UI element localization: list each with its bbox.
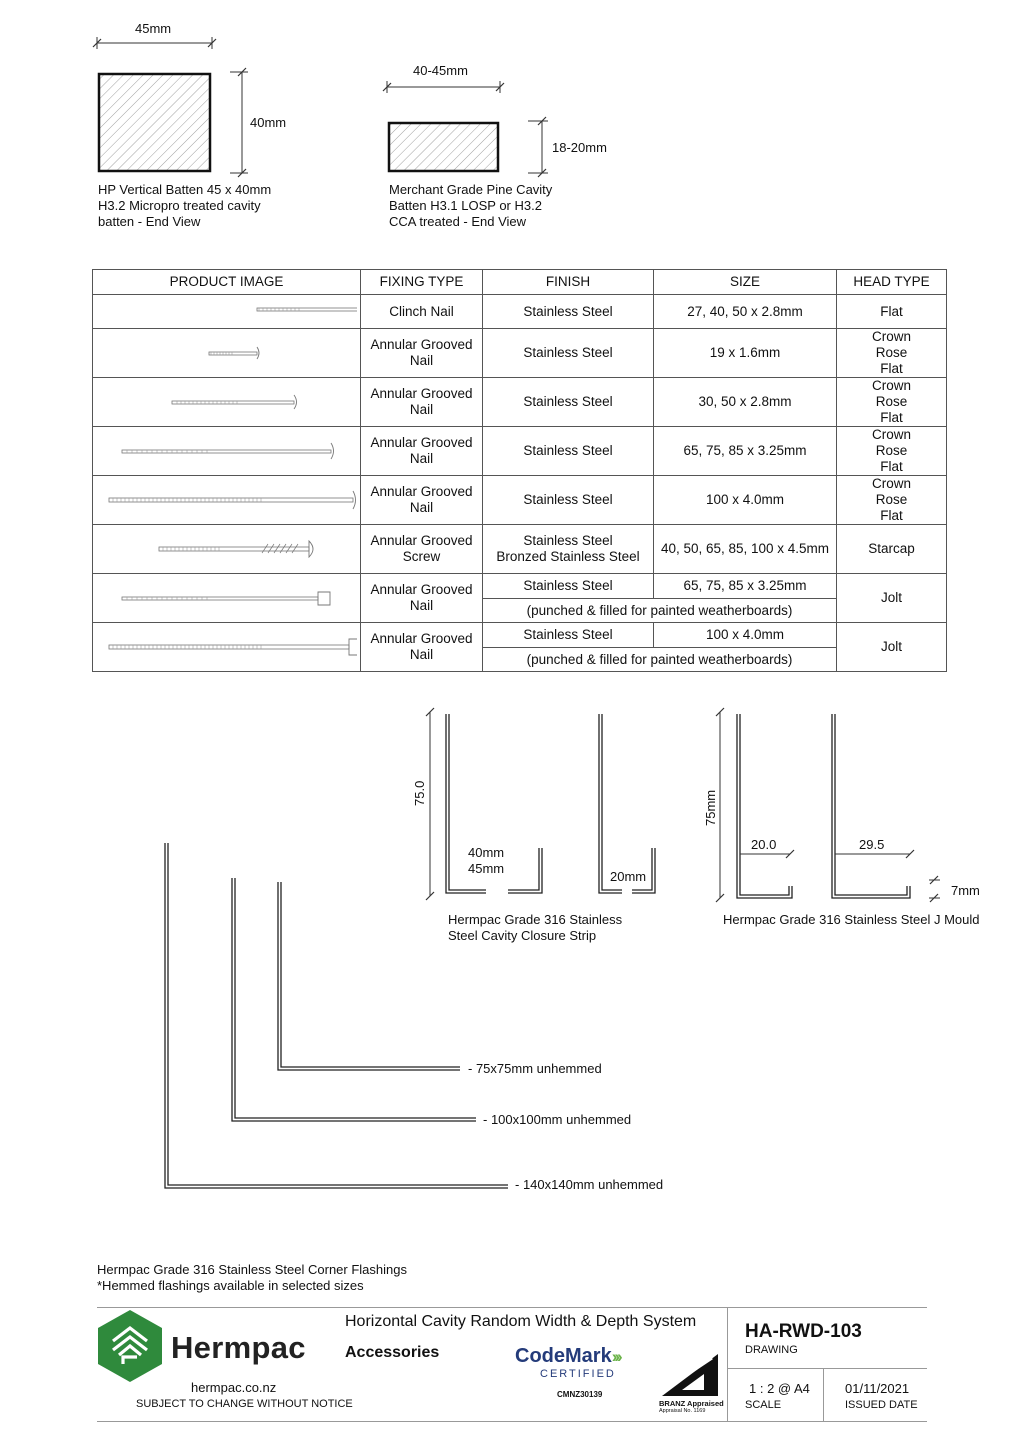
disclaimer: SUBJECT TO CHANGE WITHOUT NOTICE (136, 1398, 353, 1410)
nail-19mm-image (97, 338, 357, 368)
product-image (93, 295, 361, 329)
size: 100 x 4.0mm (654, 476, 837, 525)
table-row (93, 525, 947, 574)
finish: Stainless Steel (483, 574, 654, 599)
size: 27, 40, 50 x 2.8mm (654, 295, 837, 329)
finish: Stainless Steel (483, 476, 654, 525)
table-row (93, 378, 947, 427)
finish: Stainless Steel (483, 427, 654, 476)
jolt-nail-100mm-image (97, 632, 357, 662)
fixings-table (92, 269, 947, 672)
merchant-height-dim: 18-20mm (552, 140, 607, 155)
header-product-image: PRODUCT IMAGE (93, 270, 361, 295)
header-head-type: HEAD TYPE (837, 270, 947, 295)
system-title: Horizontal Cavity Random Width & Depth System (345, 1313, 697, 1330)
product-image (93, 329, 361, 378)
product-image (93, 378, 361, 427)
j-mould-caption: Hermpac Grade 316 Stainless Steel J Mould (723, 912, 980, 927)
nail-30mm-image (97, 387, 357, 417)
flashing-caption: Hermpac Grade 316 Stainless Steel Corner Flashings *Hemmed flashings available in selected sizes (97, 1262, 407, 1293)
website-link[interactable]: hermpac.co.nz (191, 1380, 277, 1395)
branz-number: Appraisal No. 1169 (659, 1408, 706, 1414)
drawing-label: DRAWING (745, 1344, 798, 1356)
product-image (93, 574, 361, 623)
scale-value: 1 : 2 @ A4 (749, 1381, 810, 1396)
drawing-number: HA-RWD-103 (745, 1321, 862, 1342)
finish: Stainless Steel (483, 378, 654, 427)
codemark-certified: CERTIFIED (540, 1368, 616, 1380)
head-type: Jolt (837, 574, 947, 623)
brand-name: Hermpac (171, 1330, 306, 1365)
table-row (93, 427, 947, 476)
fixing-type: Annular Grooved Nail (361, 329, 483, 378)
merchant-batten-caption: Merchant Grade Pine Cavity Batten H3.1 LOSP or H3.2 CCA treated - End View (389, 182, 553, 229)
product-image (93, 476, 361, 525)
j-mould-lip-dim: 7mm (951, 883, 980, 898)
table-row (93, 623, 947, 648)
branz-logo-icon (660, 1352, 720, 1398)
finish: Stainless Steel (483, 329, 654, 378)
closure-width-dims: 40mm 45mm (468, 845, 505, 876)
size: 19 x 1.6mm (654, 329, 837, 378)
size: 65, 75, 85 x 3.25mm (654, 427, 837, 476)
fixing-type: Annular Grooved Screw (361, 525, 483, 574)
fixing-type: Annular Grooved Nail (361, 623, 483, 672)
table-row (93, 329, 947, 378)
flashing-label-100: - 100x100mm unhemmed (483, 1112, 632, 1127)
head-type: Crown Rose Flat (837, 427, 947, 476)
product-image (93, 427, 361, 476)
merchant-batten-drawing (383, 81, 548, 177)
title-block-small-divider (823, 1368, 824, 1421)
title-block-divider (727, 1307, 728, 1421)
hermpac-logo-icon (97, 1309, 163, 1383)
closure-small-dim: 20mm (610, 869, 647, 884)
finish: Stainless Steel (483, 295, 654, 329)
hp-batten-caption: HP Vertical Batten 45 x 40mm H3.2 Micropro treated cavity batten - End View (98, 182, 272, 229)
size: 40, 50, 65, 85, 100 x 4.5mm (654, 525, 837, 574)
size: 65, 75, 85 x 3.25mm (654, 574, 837, 599)
fixing-type: Annular Grooved Nail (361, 476, 483, 525)
j-mould-dim-b: 29.5 (859, 837, 885, 852)
table-header-row (93, 270, 947, 295)
fixing-type: Annular Grooved Nail (361, 574, 483, 623)
hp-width-dim: 45mm (135, 21, 172, 36)
header-size: SIZE (654, 270, 837, 295)
head-type: Crown Rose Flat (837, 378, 947, 427)
issued-date-label: ISSUED DATE (845, 1399, 918, 1411)
j-mould-dim-a: 20.0 (751, 837, 777, 852)
j-mould-height-dim: 75mm (703, 789, 718, 826)
head-type: Flat (837, 295, 947, 329)
table-row (93, 476, 947, 525)
head-type: Crown Rose Flat (837, 476, 947, 525)
finish-note: (punched & filled for painted weatherboards) (483, 648, 837, 672)
header-fixing-type: FIXING TYPE (361, 270, 483, 295)
fixing-type: Annular Grooved Nail (361, 378, 483, 427)
jolt-nail-65mm-image (97, 583, 357, 613)
codemark-arrows-icon: ››› (611, 1347, 620, 1366)
closure-height-dim: 75.0 (412, 780, 427, 806)
nail-65mm-image (97, 436, 357, 466)
j-mould-drawing (716, 708, 940, 902)
title-block-top-rule (97, 1307, 927, 1308)
screw-image (97, 534, 357, 564)
clinch-nail-image (97, 299, 357, 325)
scale-label: SCALE (745, 1399, 782, 1411)
title-block-bottom-rule (97, 1421, 927, 1422)
finish: Stainless Steel (483, 623, 654, 648)
head-type: Jolt (837, 623, 947, 672)
codemark-number: CMNZ30139 (557, 1390, 603, 1399)
table-row (93, 295, 947, 329)
branz-appraised: BRANZ Appraised (659, 1399, 724, 1408)
flashing-label-140: - 140x140mm unhemmed (515, 1177, 664, 1192)
flashing-label-75: - 75x75mm unhemmed (468, 1061, 602, 1076)
finish-note: (punched & filled for painted weatherboards) (483, 599, 837, 623)
size: 30, 50 x 2.8mm (654, 378, 837, 427)
header-finish: FINISH (483, 270, 654, 295)
head-type: Crown Rose Flat (837, 329, 947, 378)
product-image (93, 623, 361, 672)
fixing-type: Clinch Nail (361, 295, 483, 329)
merchant-width-dim: 40-45mm (413, 63, 468, 78)
size: 100 x 4.0mm (654, 623, 837, 648)
product-image (93, 525, 361, 574)
table-row (93, 574, 947, 599)
nail-100mm-image (97, 485, 357, 515)
hp-batten-drawing (93, 37, 248, 177)
hp-height-dim: 40mm (250, 115, 287, 130)
finish: Stainless Steel Bronzed Stainless Steel (483, 525, 654, 574)
sheet-title: Accessories (345, 1344, 440, 1361)
closure-strip-caption: Hermpac Grade 316 Stainless Steel Cavity Closure Strip (448, 912, 623, 943)
codemark-logo: CodeMark››› (515, 1345, 620, 1367)
corner-flashings-drawing (165, 843, 508, 1188)
head-type: Starcap (837, 525, 947, 574)
fixing-type: Annular Grooved Nail (361, 427, 483, 476)
title-block-mid-rule (727, 1368, 927, 1369)
issued-date: 01/11/2021 (845, 1381, 910, 1396)
